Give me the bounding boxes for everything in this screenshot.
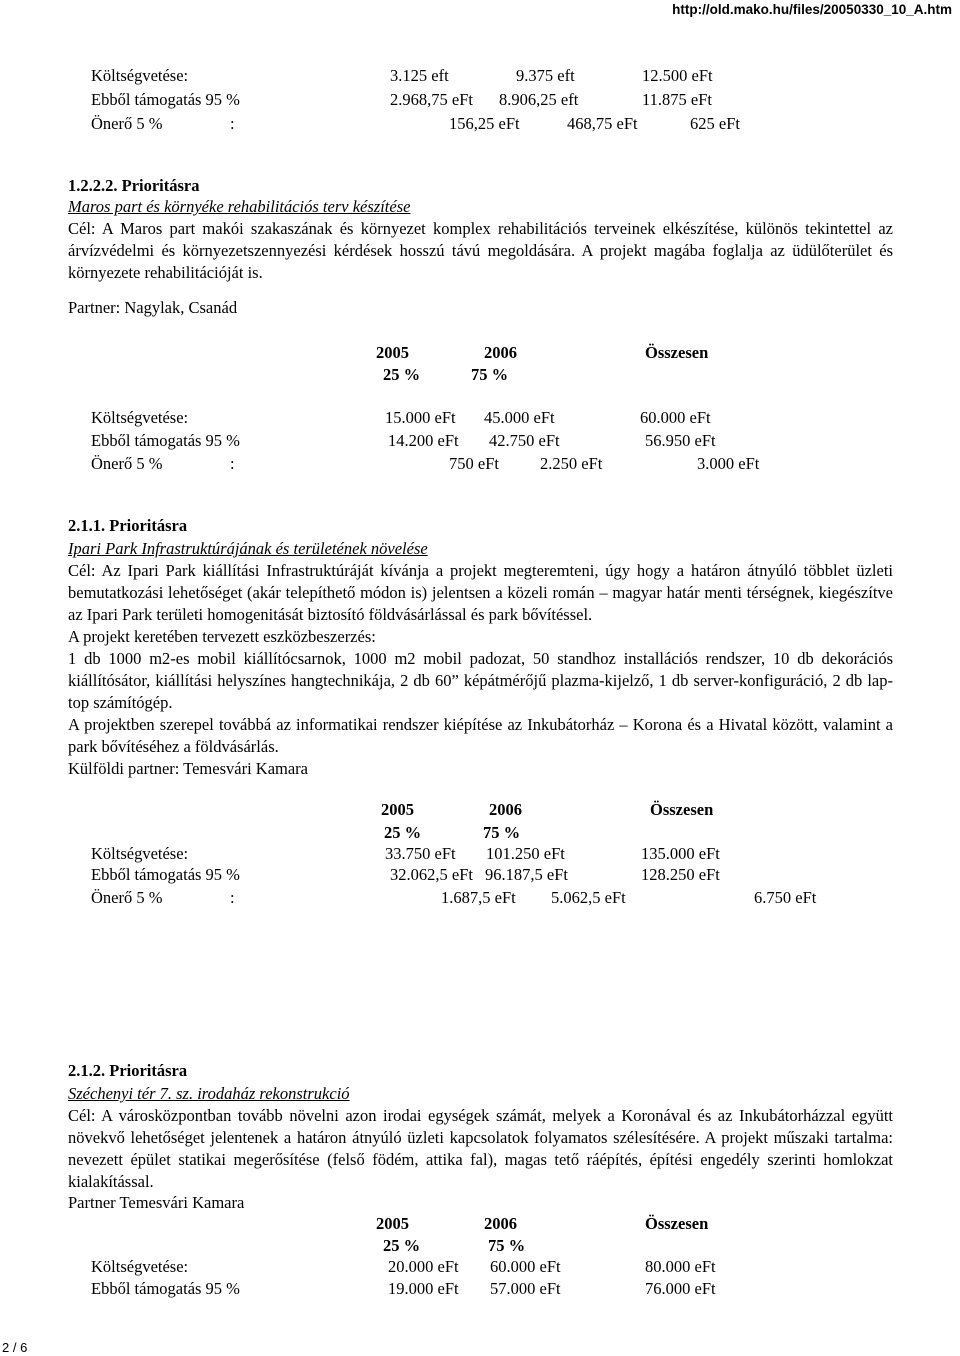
section-body: Cél: A városközpontban tovább növelni azon irodai egységek számát, melyek a Koronával és az Inkubátorházzal együtt növekvő lehetőséget jelentenek a határon átnyúló üzleti kapcsolatok folyamatos szélesítésére. A projekt műszaki tartalma: nevezett épület statikai megerősítése (felső födém, attika fal), magas tető ráépítés, építési engedély szerinti homlokzat kialakítással.: [68, 1106, 893, 1191]
row-value-2005: 750 eFt: [449, 454, 499, 473]
col-percent-2005: 25 %: [383, 365, 421, 384]
row-label: Költségvetése:: [91, 408, 189, 427]
col-percent-2005: 25 %: [383, 1236, 421, 1255]
col-header-2006: 2006: [484, 343, 517, 362]
row-sep: :: [230, 888, 235, 907]
row-value-2006: 96.187,5 eFt: [485, 865, 568, 884]
row-value-2005: 2.968,75 eFt: [390, 90, 473, 109]
section-title: Maros part és környéke rehabilitációs terv készítése: [68, 197, 411, 216]
section-heading: 2.1.2. Prioritásra: [68, 1061, 188, 1080]
row-label: Önerő 5 %: [91, 114, 163, 133]
row-value-2006: 57.000 eFt: [490, 1279, 561, 1298]
section-body: Cél: A Maros part makói szakaszának és környezet komplex rehabilitációs terveinek elkészítése, különös tekintettel az árvízvédelmi és környezetszennyezési kérdések hosszú távú megoldására. A projekt magába foglalja az üdülőterület és környezete rehabilitációját is.: [68, 219, 893, 282]
row-label: Ebből támogatás 95 %: [91, 90, 240, 109]
row-value-total: 3.000 eFt: [697, 454, 760, 473]
section-title: Ipari Park Infrastruktúrájának és területének növelése: [68, 539, 428, 558]
row-value-total: 80.000 eFt: [645, 1257, 716, 1276]
col-header-2005: 2005: [376, 343, 409, 362]
section-heading: 1.2.2.2. Prioritásra: [68, 176, 200, 195]
row-sep: :: [230, 454, 235, 473]
row-label: Költségvetése:: [91, 1257, 189, 1276]
partner-line: Külföldi partner: Temesvári Kamara: [68, 759, 308, 778]
row-value-2005: 33.750 eFt: [385, 844, 456, 863]
row-value-2005: 3.125 eft: [390, 66, 449, 85]
col-header-total: Összesen: [645, 343, 709, 362]
row-value-2006: 42.750 eFt: [489, 431, 560, 450]
partner-line: Partner Temesvári Kamara: [68, 1193, 245, 1212]
row-value-total: 625 eFt: [690, 114, 740, 133]
row-value-2006: 2.250 eFt: [540, 454, 603, 473]
row-label: Költségvetése:: [91, 66, 189, 85]
row-value-2006: 468,75 eFt: [567, 114, 638, 133]
row-value-2005: 20.000 eFt: [388, 1257, 459, 1276]
col-percent-2006: 75 %: [483, 823, 521, 842]
row-value-total: 6.750 eFt: [754, 888, 817, 907]
row-value-total: 128.250 eFt: [641, 865, 720, 884]
col-percent-2006: 75 %: [471, 365, 509, 384]
row-value-2005: 14.200 eFt: [388, 431, 459, 450]
col-header-2005: 2005: [376, 1214, 409, 1233]
page-url: http://old.mako.hu/files/20050330_10_A.htm: [672, 2, 952, 17]
row-value-total: 11.875 eFt: [642, 90, 712, 109]
section-heading: 2.1.1. Prioritásra: [68, 516, 188, 535]
col-percent-2006: 75 %: [488, 1236, 526, 1255]
row-value-total: 76.000 eFt: [645, 1279, 716, 1298]
row-value-2006: 101.250 eFt: [486, 844, 565, 863]
page-number: 2 / 6: [2, 1340, 28, 1355]
row-value-2006: 5.062,5 eFt: [551, 888, 626, 907]
row-label: Költségvetése:: [91, 844, 189, 863]
row-value-2006: 8.906,25 eft: [499, 90, 579, 109]
section-body: A projekt keretében tervezett eszközbeszerzés:: [68, 627, 376, 646]
partner-line: Partner: Nagylak, Csanád: [68, 298, 238, 317]
row-value-total: 135.000 eFt: [641, 844, 720, 863]
col-percent-2005: 25 %: [384, 823, 422, 842]
section-body: 1 db 1000 m2-es mobil kiállítócsarnok, 1000 m2 mobil padozat, 50 standhoz installációs rendszer, 10 db dekorációs kiállítósátor, kiállítási helyszínes hangtechnikája, 2 db 60” képátmérőjű plazma-kijelző, 1 db server-konfiguráció, 2 db lap-top számítógép.: [68, 649, 893, 712]
col-header-total: Összesen: [650, 800, 714, 819]
row-value-2005: 1.687,5 eFt: [441, 888, 516, 907]
row-value-2006: 9.375 eft: [516, 66, 575, 85]
col-header-2006: 2006: [489, 800, 522, 819]
row-label: Önerő 5 %: [91, 454, 163, 473]
row-value-2005: 156,25 eFt: [449, 114, 520, 133]
col-header-total: Összesen: [645, 1214, 709, 1233]
row-sep: :: [230, 114, 235, 133]
row-label: Ebből támogatás 95 %: [91, 865, 240, 884]
row-value-2005: 19.000 eFt: [388, 1279, 459, 1298]
section-title: Széchenyi tér 7. sz. irodaház rekonstrukció: [68, 1084, 350, 1103]
col-header-2005: 2005: [381, 800, 414, 819]
row-label: Ebből támogatás 95 %: [91, 1279, 240, 1298]
section-body: Cél: Az Ipari Park kiállítási Infrastruktúráját kívánja a projekt megteremteni, úgy hogy a határon átnyúló többlet üzleti bemutatkozási lehetőséget (akár telepíthető módon is) jelentsen a közeli román – magyar határ menti térségnek, kiegészítve az Ipari Park területi homogenitását biztosító földvásárlással és park bővítéssel.: [68, 561, 893, 624]
section-body: A projektben szerepel továbbá az informatikai rendszer kiépítése az Inkubátorház – Korona és a Hivatal között, valamint a park bővítéséhez a földvásárlás.: [68, 715, 893, 756]
row-value-2006: 60.000 eFt: [490, 1257, 561, 1276]
col-header-2006: 2006: [484, 1214, 517, 1233]
row-value-total: 56.950 eFt: [645, 431, 716, 450]
row-value-total: 60.000 eFt: [640, 408, 711, 427]
row-value-2005: 32.062,5 eFt: [390, 865, 473, 884]
row-value-2005: 15.000 eFt: [385, 408, 456, 427]
row-label: Önerő 5 %: [91, 888, 163, 907]
row-label: Ebből támogatás 95 %: [91, 431, 240, 450]
row-value-total: 12.500 eFt: [642, 66, 713, 85]
row-value-2006: 45.000 eFt: [484, 408, 555, 427]
